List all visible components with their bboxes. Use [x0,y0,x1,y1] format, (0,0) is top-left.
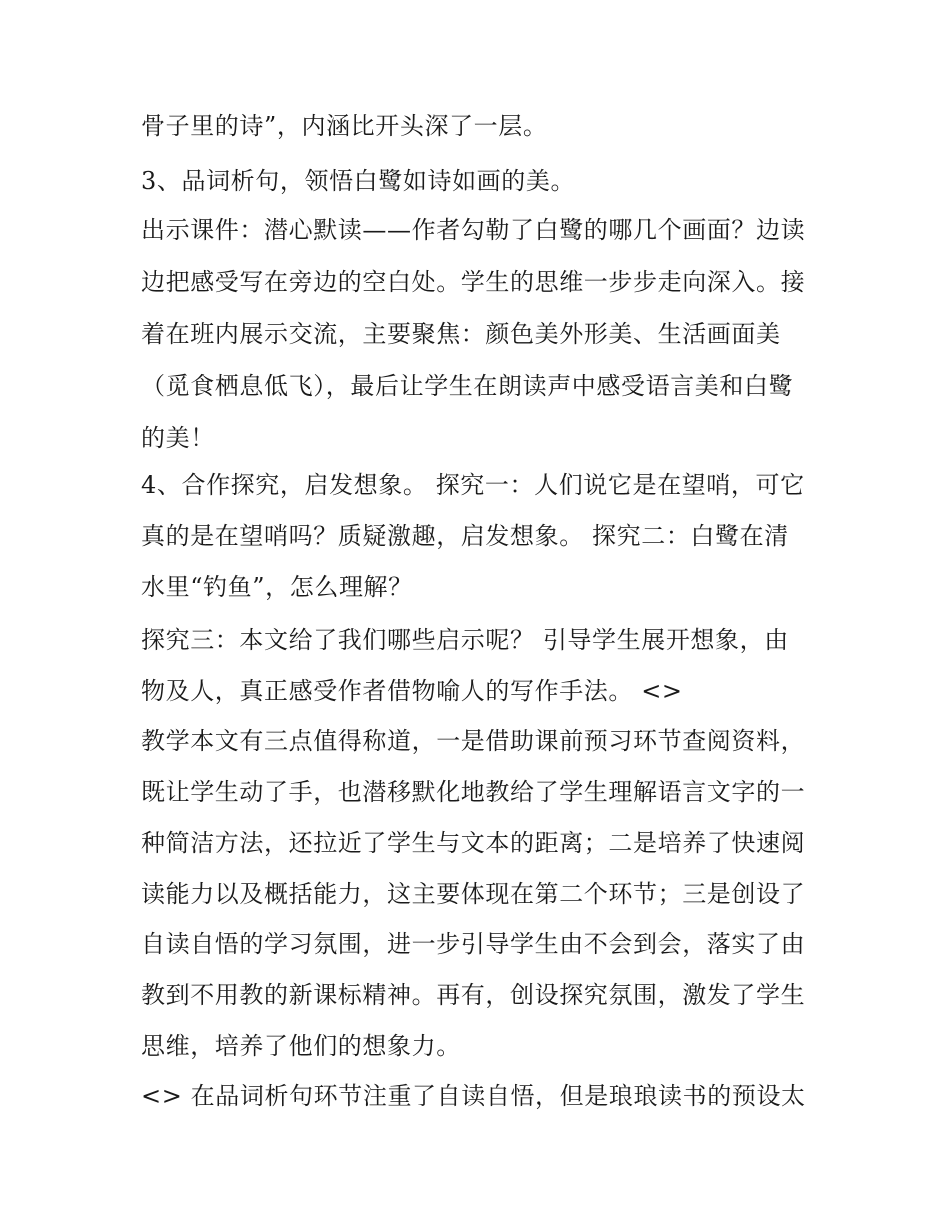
text-line: 的美！ [141,424,215,452]
text-line: 教学本文有三点值得称道，一是借助课前预习环节查阅资料， [141,727,806,755]
text-line: （觅食栖息低飞），最后让学生在朗读声中感受语言美和白鹭 [141,372,794,400]
text-line: 3、品词析句，领悟白鹭如诗如画的美。 [141,167,576,195]
text-line: 着在班内展示交流，主要聚焦：颜色美外形美、生活画面美 [141,320,781,348]
text-line: 边把感受写在旁边的空白处。学生的思维一步步走向深入。接 [141,268,806,296]
text-line: 出示课件：潜心默读——作者勾勒了白鹭的哪几个画面？边读 [141,216,806,244]
text-line: 物及人，真正感受作者借物喻人的写作手法。 <> [141,677,683,705]
text-line: 自读自悟的学习氛围，进一步引导学生由不会到会，落实了由 [141,930,806,958]
text-line: 既让学生动了手，也潜移默化地教给了学生理解语言文字的一 [141,778,806,806]
text-line: 教到不用教的新课标精神。再有，创设探究氛围，激发了学生 [141,981,806,1009]
text-line: 探究三：本文给了我们哪些启示呢？ 引导学生展开想象，由 [141,626,789,654]
text-line: 真的是在望哨吗？质疑激趣，启发想象。 探究二：白鹭在清 [141,522,789,550]
text-line: 思维，培养了他们的想象力。 [141,1032,461,1060]
text-line: 4、合作探究，启发想象。 探究一：人们说它是在望哨，可它 [141,471,805,499]
text-line: <> 在品词析句环节注重了自读自悟，但是琅琅读书的预设太 [141,1082,806,1110]
text-line: 读能力以及概括能力，这主要体现在第二个环节；三是创设了 [141,880,806,908]
text-line: 水里“钓鱼”，怎么理解？ [141,573,413,601]
text-line: 骨子里的诗”，内涵比开头深了一层。 [141,112,548,140]
text-line: 种简洁方法，还拉近了学生与文本的距离；二是培养了快速阅 [141,829,806,857]
